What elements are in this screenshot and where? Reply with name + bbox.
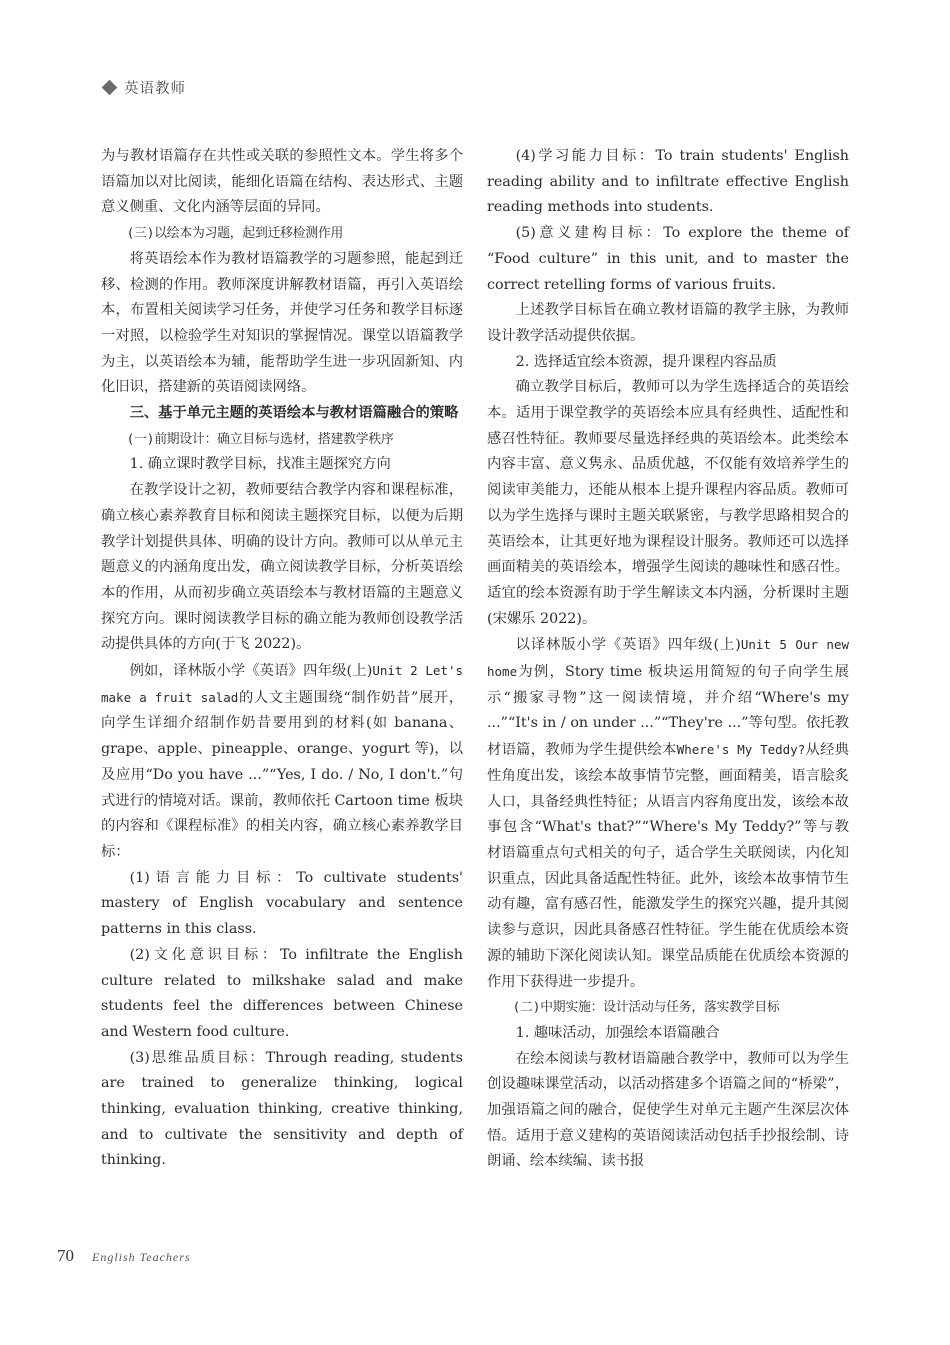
objective-item: (1)语言能力目标：To cultivate students' mastery of English vocabulary and sentence patterns in this class. [101, 869, 463, 938]
section-subheading: (一)前期设计：确立目标与选材，搭建教学秩序 [126, 431, 394, 447]
unit-title: Unit 2 Let's make a fruit salad [101, 663, 464, 705]
section-subheading: (三)以绘本为习题，起到迁移检测作用 [126, 226, 344, 242]
objective-item: (3)思维品质目标：Through reading, students are trained to generalize thinking, logical thinking, evaluation thinking, creative thinking, and to cultivate the sensitivity and depth of thinking. [101, 1049, 463, 1169]
numbered-heading: 1. 趣味活动，加强绘本语篇融合 [515, 1024, 720, 1041]
picture-book-title: Where's My Teddy? [676, 742, 806, 758]
objective-item: (4)学习能力目标：To train students' English reading ability and to infiltrate effective English reading methods into students. [487, 148, 849, 216]
paragraph: 在绘本阅读与教材语篇融合教学中，教师可以为学生创设趣味课堂活动，以活动搭建多个语篇之间的“桥梁”，加强语篇之间的融合，促使学生对单元主题产生深层次体悟。适用于意义建构的英语阅读活动包括手抄报绘制、诗朗诵、绘本续编、读书报 [487, 1050, 849, 1170]
page-number: 70 [57, 1246, 74, 1265]
paragraph: 在教学设计之初，教师要结合教学内容和课程标准，确立核心素养教育目标和阅读主题探究目标，以便为后期教学计划提供具体、明确的设计方向。教师可以从单元主题意义的内涵角度出发，确立阅读教学目标，分析英语绘本的作用，从而初步确立英语绘本与教材语篇的主题意义探究方向。课时阅读教学目标的确立能为教师创设教学活动提供具体的方向(于飞 2022)。 [101, 482, 463, 653]
section-heading: 三、基于单元主题的英语绘本与教材语篇融合的策略 [129, 405, 459, 422]
paragraph: 确立教学目标后，教师可以为学生选择适合的英语绘本。适用于课堂教学的英语绘本应具有经典性、适配性和感召性特征。教师要尽量选择经典的英语绘本。此类绘本内容丰富、意义隽永、品质优越，不仅能有效培养学生的阅读审美能力，还能从根本上提升课程内容品质。教师可以为学生选择与课时主题关联紧密，与教学思路相契合的英语绘本，让其更好地为课程设计服务。教师还可以选择画面精美的英语绘本，增强学生阅读的趣味性和感召性。适宜的绘本资源有助于学生解读文本内涵，分析课时主题(宋嫘乐 2022)。 [487, 379, 849, 627]
section-subheading: (二)中期实施：设计活动与任务，落实教学目标 [512, 1000, 780, 1016]
paragraph: 将英语绘本作为教材语篇教学的习题参照，能起到迁移、检测的作用。教师深度讲解教材语篇，再引入英语绘本，布置相关阅读学习任务，并使学习任务和教学目标逐一对照，以检验学生对知识的掌握情况。课堂以语篇教学为主，以英语绘本为辅，能帮助学生进一步巩固新知、内化旧识，搭建新的英语阅读网络。 [101, 250, 463, 396]
paragraph: 上述教学目标旨在确立教材语篇的教学主脉，为教师设计教学活动提供依据。 [487, 302, 849, 344]
paragraph: 例如，译林版小学《英语》四年级(上)Unit 2 Let's make a fruit salad的人文主题围绕“制作奶昔”展开，向学生详细介绍制作奶昔要用到的材料(如 banana、grape、apple、pineapple、orange、yogurt 等)，以及应用“Do you have ...”“Yes, I do. / No, I don't.”句式进行的情境对话。课前，教师依托 Cartoon time 板块的内容和《课程标准》的相关内容，确立核心素养教学目标： [101, 663, 464, 860]
header-title: 英语教师 [124, 80, 186, 97]
diamond-icon [102, 79, 118, 95]
paragraph: 以译林版小学《英语》四年级(上)Unit 5 Our new home为例，Story time 板块运用简短的句子向学生展示“搬家寻物”这一阅读情境，并介绍“Where's my ...”“It's in / on under ...”“They're ...”等句型。依托教材语篇，教师为学生提供绘本Where's My Teddy?从经典性角度出发，该绘本故事情节完整，画面精美，语言脍炙人口，具备经典性特征；从语言内容角度出发，该绘本故事包含“What's that?”“Where's My Teddy?”等与教材语篇重点句式相关的句子，适合学生关联阅读，内化知识重点，因此具备适配性特征。此外，该绘本故事情节生动有趣，富有感召性，能激发学生的探究兴趣，提升其阅读参与意识，因此具备感召性特征。学生能在优质绘本资源的辅助下深化阅读认知。课堂品质能在优质绘本资源的作用下获得进一步提升。 [487, 637, 850, 990]
numbered-heading: 2. 选择适宜绘本资源，提升课程内容品质 [515, 353, 777, 370]
unit-title: Unit 5 Our new home [487, 637, 850, 680]
left-column [101, 144, 463, 1174]
objective-item: (2)文化意识目标：To infiltrate the English culture related to milkshake salad and make students feel the differences between Chinese and Western food culture. [101, 946, 463, 1040]
paragraph: 为与教材语篇存在共性或关联的参照性文本。学生将多个语篇加以对比阅读，能细化语篇在结构、表达形式、主题意义侧重、文化内涵等层面的异同。 [101, 148, 463, 216]
numbered-heading: 1. 确立课时教学目标，找准主题探究方向 [129, 456, 391, 473]
page-footer [57, 1246, 191, 1266]
right-column [487, 144, 849, 1175]
running-header [102, 76, 186, 98]
journal-name: English Teachers [92, 1250, 191, 1264]
objective-item: (5)意义建构目标：To explore the theme of “Food culture” in this unit, and to master the correct retelling forms of various fruits. [487, 225, 849, 293]
